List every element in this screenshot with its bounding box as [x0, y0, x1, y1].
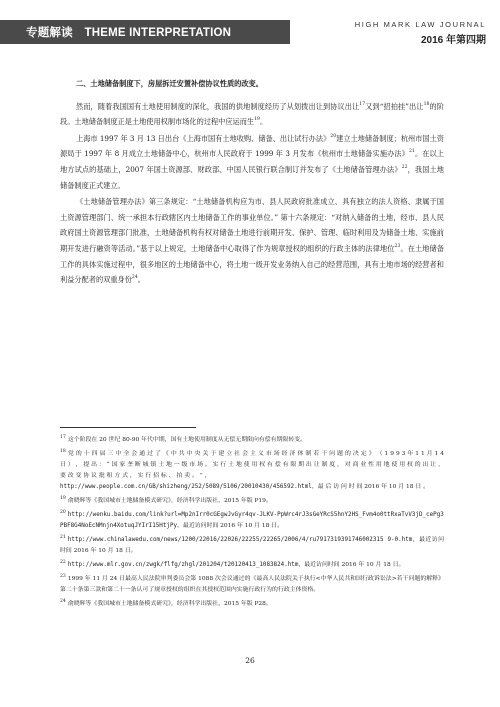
footnote-ref[interactable]: 20 [330, 133, 337, 139]
footnote-ref[interactable]: 22 [401, 164, 408, 170]
footnote-ref[interactable]: 24 [131, 275, 138, 281]
footnote-link[interactable]: http://www.mlr.gov.cn/zwgk/flfg/zhgl/201204/t20120413_1083824.htm [67, 562, 299, 568]
footnote: $^{17}$ 这个阶段在 20 世纪 80-90 年代中期，国有土地使用制度从无偿无期限向有偿有期限转变。 [60, 435, 306, 443]
footnote-ref[interactable]: 19 [254, 117, 260, 123]
footnote-ref[interactable]: 23 [394, 243, 401, 249]
footnotes [60, 432, 444, 610]
footnote-link[interactable]: http://wenku.baidu.com/link?url=Mp2nIrr0cGEgwJvGyr4qv-JLKV-PpWrc4rJ3sGeYRcS5hnY2HS_Fvm4o0ttRxaTvV3jD_cePg3PBF8G4NoEcNMnjn4XotuqJYIrI15HtjPy [60, 512, 444, 529]
section-heading: 二、土地储备制度下，房屋拆迁安置补偿协议性质的改变。 [76, 79, 263, 88]
footnote: $^{18}$ 党 的 十 四 届 三 中 全 会 通 过 了 《 中 共 中 央 关 于 建 立 社 会 主 义 市 场 经 济 体 制 若 干 问 题 的 决 定 》 （ 1 9 9 3 年 1 1 月 1 4 日 ） ， 提 出 ： “ 国 家 垄 断 城 镇 土 地 一 级 市 场 。 实 行 土 地 使 用 权 有 偿 有 限 期 出 让 制 度 ， 对 商 业 性 用 地 使 用 权 的 出 让 ， 要 改 变 协 议 批 租 方 式 ， 实 行 招 标 、 拍 卖 。 ” ， http://www.people.com.cn/GB/shizheng/252/5089/5106/20010430/456592.html，最 后 访 问 时 间 2016 年 10 月 18 日 。 [60, 449, 444, 490]
footnote-ref[interactable]: 17 [359, 101, 366, 107]
footnote: $^{21}$ http://www.chinalawedu.com/news/1200/22016/22026/22255/22265/2006/4/ru7917319391746002315 9-0.htm，最近访问时间 2016 年 10 月 18 日。 [60, 535, 444, 554]
footnote-ref[interactable]: 21 [408, 149, 415, 155]
page-number: 26 [245, 656, 255, 665]
footnote-link[interactable]: http://www.people.com.cn/GB/shizheng/252/5089/5106/20010430/456592.html [60, 484, 312, 490]
footnote: $^{19}$ 俞晓辉等《我国城市土地储备模式研究》，经济科学出版社，2015 年版 P19。 [60, 496, 272, 504]
paragraph: 《土地储备管理办法》第三条规定：“土地储备机构应为市、县人民政府批准成立、具有独立的法人资格、隶属于国土资源管理部门、统一承担本行政辖区内土地储备工作的事业单位。” 第十六条规定：“对纳入储备的土地，经市、县人民政府国土资源管理部门批准，土地储备机构有权对储备土地进行前期开发、保护、管理、临时利用及为储备土地、实施前期开发进行融资等活动。”基于以上规定，土地储备中心取得了作为规章授权的组织的行政主体的法律地位$^{23}$。在土地储备工作的具体实施过程中，很多地区的土地储备中心，将土地一级开发业务纳入自己的经营范围，具有土地市场的经营者和利益分配者的双重身份$^{24}$。 [60, 197, 444, 285]
footnote: $^{24}$ 俞晓辉等《我国城市土地储备模式研究》，经济科学出版社，2015 年版 P28。 [60, 599, 272, 607]
footnote-ref[interactable]: 18 [423, 101, 430, 107]
footnote: $^{23}$ 1999 年 11 月 24 日最高人民法院审判委员会第 1088 次会议通过的《最高人民法院关于执行<中华人民共和国行政诉讼法>若干问题的解释》第二十条第三款和第二十一条认可了规章授权的组织在其授权范围内实施行政行为的行政主体资格。 [60, 574, 444, 593]
paragraph: 上海市 1997 年 3 月 13 日出台《上海市国有土地收购、储备、出让试行办法》$^{20}$建立土地储备制度；杭州市国土资源局于 1997 年 8 月成立土地储备中心，杭州市人民政府于 1999 年 3 月发布《杭州市土地储备实施办法》$^{21}$。在以上地方试点的基础上，2007 年国土资源部、财政部、中国人民银行联合制订并发布了《土地储备管理办法》$^{22}$，我国土地储备制度正式建立。 [60, 133, 444, 190]
footnote-link[interactable]: http://www.chinalawedu.com/news/1200/22016/22026/22255/22265/2006/4/ru7917319391746002315 9-0.htm [67, 537, 413, 543]
journal-name: HIGH MARK LAW JOURNAL [354, 20, 486, 29]
footnote: $^{20}$ http://wenku.baidu.com/link?url=Mp2nIrr0cGEgwJvGyr4qv-JLKV-PpWrc4rJ3sGeYRcS5hnY2HS_Fvm4o0ttRxaTvV3jD_cePg3PBF8G4NoEcNMnjn4XotuqJYIrI15HtjPy，最近访问时间 2016 年 10 月 18 日。 [60, 510, 444, 529]
issue-label: 2016 年第四期 [420, 35, 486, 46]
article-body [60, 76, 444, 289]
paragraph: 然而，随着我国国有土地使用制度的深化，我国的供地制度经历了从划拨出让到协议出让$^{17}$又到“招拍挂”出让$^{18}$的阶段。土地储备制度正是土地使用权制市场化的过程中应运而生$^{19}$。 [60, 101, 444, 127]
section-title: 专题解读 THEME INTERPRETATION [26, 27, 232, 39]
footnote-divider [60, 427, 196, 428]
footnote: $^{22}$ http://www.mlr.gov.cn/zwgk/flfg/zhgl/201204/t20120413_1083824.htm，最近访问时间 2016 年 10 月 18 日。 [60, 560, 405, 568]
